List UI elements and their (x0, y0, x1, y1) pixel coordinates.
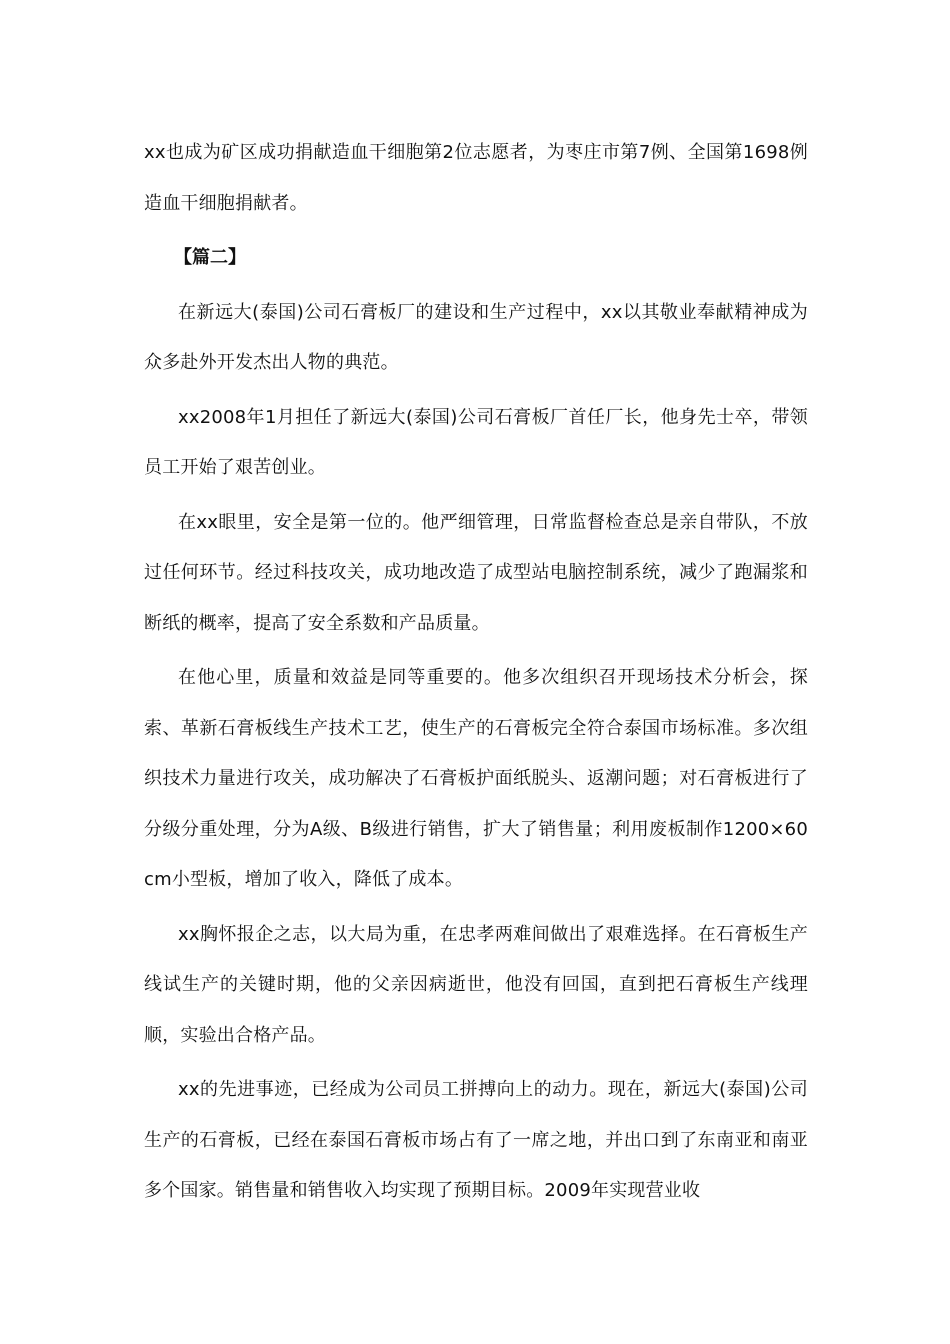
section-heading: 【篇二】 (174, 247, 246, 268)
paragraph-continuation: xx也成为矿区成功捐献造血干细胞第2位志愿者，为枣庄市第7例、全国第1698例造血干细胞捐献者。 (144, 142, 808, 214)
document-body (144, 128, 808, 1217)
paragraph: 在xx眼里，安全是第一位的。他严细管理，日常监督检查总是亲自带队，不放过任何环节。经过科技攻关，成功地改造了成型站电脑控制系统，减少了跑漏浆和断纸的概率，提高了安全系数和产品质量。 (144, 511, 808, 634)
paragraph: xx胸怀报企之志，以大局为重，在忠孝两难间做出了艰难选择。在石膏板生产线试生产的关键时期，他的父亲因病逝世，他没有回国，直到把石膏板生产线理顺，实验出合格产品。 (144, 923, 808, 1046)
paragraph: xx的先进事迹，已经成为公司员工拼搏向上的动力。现在，新远大(泰国)公司生产的石膏板，已经在泰国石膏板市场占有了一席之地，并出口到了东南亚和南亚多个国家。销售量和销售收入均实现了预期目标。2009年实现营业收 (144, 1079, 808, 1201)
paragraph: 在新远大(泰国)公司石膏板厂的建设和生产过程中，xx以其敬业奉献精神成为众多赴外开发杰出人物的典范。 (144, 301, 808, 373)
paragraph: 在他心里，质量和效益是同等重要的。他多次组织召开现场技术分析会，探索、革新石膏板线生产技术工艺，使生产的石膏板完全符合泰国市场标准。多次组织技术力量进行攻关，成功解决了石膏板护面纸脱头、返潮问题；对石膏板进行了分级分重处理，分为A级、B级进行销售，扩大了销售量；利用废板制作1200×60cm小型板，增加了收入，降低了成本。 (144, 667, 808, 890)
paragraph: xx2008年1月担任了新远大(泰国)公司石膏板厂首任厂长，他身先士卒，带领员工开始了艰苦创业。 (144, 406, 808, 478)
